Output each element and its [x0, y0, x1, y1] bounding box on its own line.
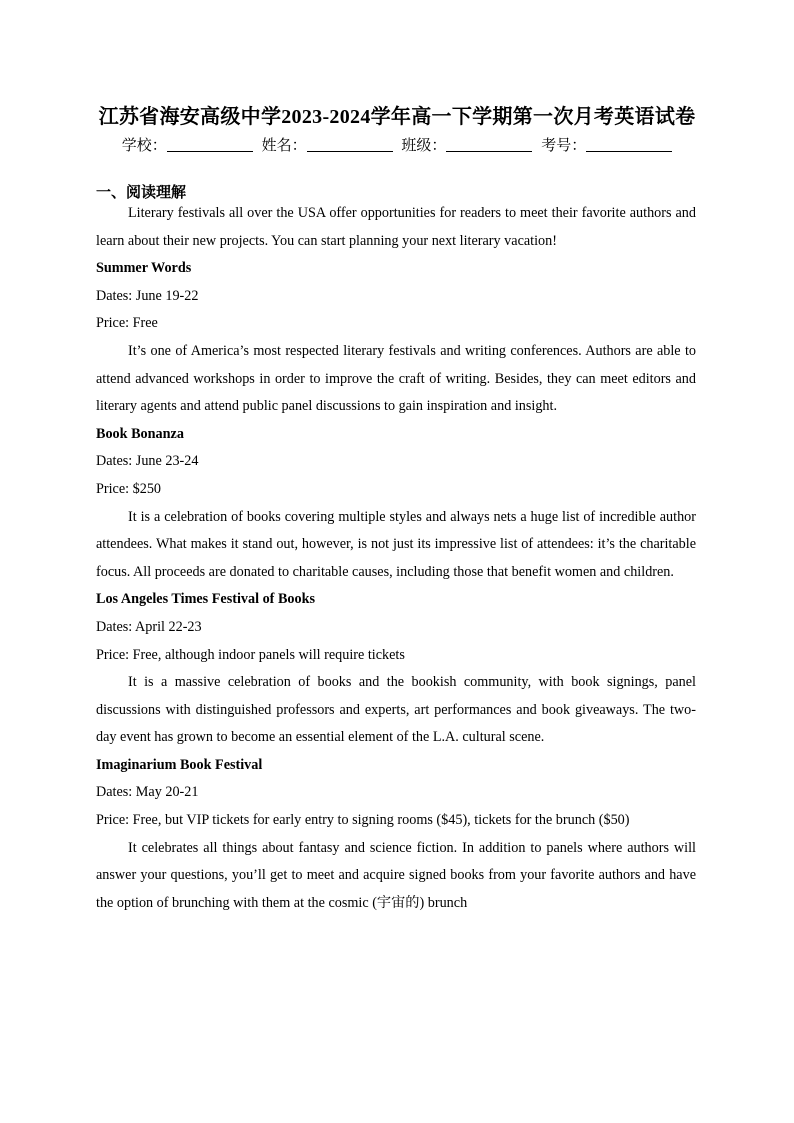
- student-info-line: [0, 134, 794, 155]
- festival-price: Price: $250: [96, 480, 162, 497]
- festival-dates: Dates: April 22-23: [96, 618, 202, 635]
- festival-dates: Dates: May 20-21: [96, 784, 199, 801]
- festival-price: Price: Free, although indoor panels will require tickets: [96, 646, 405, 663]
- festival-dates: Dates: June 19-22: [96, 287, 199, 304]
- school-label: 学校：: [121, 136, 167, 154]
- school-blank: [167, 137, 253, 152]
- exam-number-blank: [586, 137, 672, 152]
- festival-description: It’s one of America’s most respected literary festivals and writing conferences. Authors are able to attend advanced workshops in order to improve the craft of writing. Besides, they can meet editors and literary agents and attend public panel discussions to gain inspiration and insight.: [96, 342, 696, 415]
- festival-description: It is a massive celebration of books and the bookish community, with book signings, panel discussions with distinguished professors and experts, art performances and book giveaways. The two-day event has grown to become an essential element of the L.A. cultural scene.: [96, 674, 696, 746]
- festival-price: Price: Free: [96, 315, 158, 332]
- name-label: 姓名：: [261, 136, 307, 154]
- festival-description: It celebrates all things about fantasy and science fiction. In addition to panels where authors will answer your questions, you’ll get to meet and acquire signed books from your favorite authors and have the option of brunching with them at the cosmic (宇宙的) brunch: [96, 839, 696, 911]
- class-blank: [446, 137, 532, 152]
- name-blank: [307, 137, 393, 152]
- festival-name: Book Bonanza: [96, 425, 184, 442]
- class-label: 班级：: [401, 136, 447, 154]
- reading-passage: [96, 200, 696, 917]
- festival-name: Imaginarium Book Festival: [96, 756, 263, 773]
- festival-dates: Dates: June 23-24: [96, 453, 199, 470]
- festival-price: Price: Free, but VIP tickets for early entry to signing rooms ($45), tickets for the brunch ($50): [96, 812, 630, 829]
- festival-name: Summer Words: [96, 260, 192, 277]
- exam-number-label: 考号：: [541, 136, 587, 154]
- section-heading: 一、阅读理解: [96, 183, 187, 201]
- intro-paragraph: Literary festivals all over the USA offer opportunities for readers to meet their favorite authors and learn about their new projects. You can start planning your next literary vacation!: [96, 205, 696, 249]
- festival-description: It is a celebration of books covering multiple styles and always nets a huge list of incredible author attendees. What makes it stand out, however, is not just its impressive list of attendees: it’s the charitable focus. All proceeds are donated to charitable causes, including those that benefit women and children.: [96, 508, 696, 580]
- festival-name: Los Angeles Times Festival of Books: [96, 591, 316, 608]
- page-title: 江苏省海安高级中学2023-2024学年高一下学期第一次月考英语试卷: [98, 106, 696, 128]
